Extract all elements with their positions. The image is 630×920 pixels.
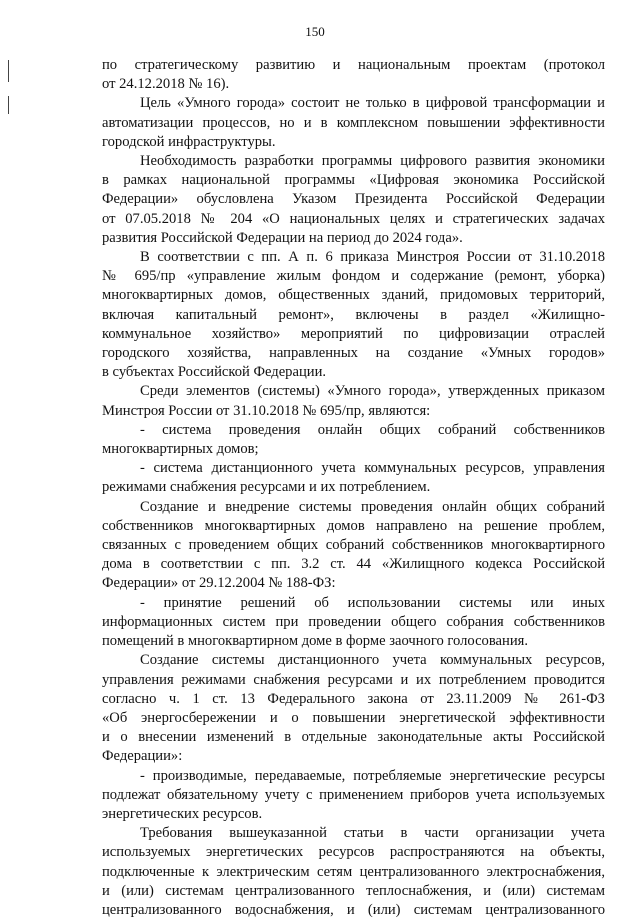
text-line: многоквартирных домов, общественных зданий, придомовых территорий, xyxy=(102,287,605,304)
text-line: Необходимость разработки программы цифрового развития экономики xyxy=(140,153,605,170)
text-line: в субъектах Российской Федерации. xyxy=(102,364,327,381)
text-line: включая капитальный ремонт», включены в раздел «Жилищно- xyxy=(102,306,605,323)
page-number: 150 xyxy=(305,24,325,39)
text-line: согласно ч. 1 ст. 13 Федерального закона от 23.11.2009 № 261-ФЗ xyxy=(102,690,605,707)
text-line: Требования вышеуказанной статьи в части организации учета xyxy=(140,825,605,842)
text-line: Цель «Умного города» состоит не только в цифровой трансформации и xyxy=(140,95,605,112)
text-line: информационных систем при проведении общего собрания собственников xyxy=(102,613,605,630)
text-line: управления режимами снабжения ресурсами и их потреблением проводится xyxy=(102,671,605,688)
text-line: Федерации» от 29.12.2004 № 188-ФЗ: xyxy=(102,575,336,592)
text-line: собственников многоквартирных домов направлено на решение проблем, xyxy=(102,517,605,534)
text-line: помещений в многоквартирном доме в форме заочного голосования. xyxy=(102,633,529,650)
text-line: используемых энергетических ресурсов распространяются на объекты, xyxy=(102,844,605,861)
scan-margin-mark xyxy=(8,60,9,82)
text-line: - система дистанционного учета коммунальных ресурсов, управления xyxy=(140,460,605,477)
text-line: Федерации» обусловлена Указом Президента Российской Федерации xyxy=(102,191,605,208)
text-line: подлежат обязательному учету с применением приборов учета используемых xyxy=(102,786,605,803)
scan-margin-mark xyxy=(8,96,9,114)
text-line: Минстроя России от 31.10.2018 № 695/пр, являются: xyxy=(102,402,431,419)
text-line: развития Российской Федерации на период до 2024 года». xyxy=(102,229,463,246)
text-line: Создание системы дистанционного учета коммунальных ресурсов, xyxy=(140,652,605,669)
text-line: - система проведения онлайн общих собраний собственников xyxy=(140,421,605,438)
text-line: - принятие решений об использовании системы или иных xyxy=(140,594,605,611)
body-text xyxy=(102,56,605,920)
text-line: режимами снабжения ресурсами и их потреблением. xyxy=(102,479,431,496)
text-line: и (или) системам централизованного теплоснабжения, и (или) системам xyxy=(102,882,605,899)
text-line: городского хозяйства, направленных на создание «Умных городов» xyxy=(102,345,605,362)
text-line: в рамках национальной программы «Цифровая экономика Российской xyxy=(102,172,605,189)
text-line: дома в соответствии с пп. 3.2 ст. 44 «Жилищного кодекса Российской xyxy=(102,556,605,573)
text-line: коммунальное хозяйство» мероприятий по цифровизации отраслей xyxy=(102,325,605,342)
text-line: от 24.12.2018 № 16). xyxy=(102,76,230,93)
text-line: по стратегическому развитию и национальным проектам (протокол xyxy=(102,57,605,73)
text-line: Федерации»: xyxy=(102,748,183,765)
text-line: от 07.05.2018 № 204 «О национальных целях и стратегических задачах xyxy=(102,210,605,227)
text-line: городской инфраструктуры. xyxy=(102,133,276,150)
text-line: «Об энергосбережении и о повышении энергетической эффективности xyxy=(102,709,605,726)
text-line: подключенные к электрическим сетям централизованного электроснабжения, xyxy=(102,863,605,880)
text-line: связанных с проведением общих собраний собственников многоквартирного xyxy=(102,537,605,554)
text-line: - производимые, передаваемые, потребляемые энергетические ресурсы xyxy=(140,767,605,784)
text-line: энергетических ресурсов. xyxy=(102,805,263,822)
text-line: Среди элементов (системы) «Умного города», утвержденных приказом xyxy=(140,383,605,400)
text-line: В соответствии с пп. А п. 6 приказа Минстроя России от 31.10.2018 xyxy=(140,249,605,266)
text-line: Создание и внедрение системы проведения онлайн общих собраний xyxy=(140,498,605,515)
text-line: автоматизации процессов, но и в комплексном повышении эффективности xyxy=(102,114,605,131)
text-line: многоквартирных домов; xyxy=(102,441,259,458)
text-line: и о внесении изменений в отдельные законодательные акты Российской xyxy=(102,729,605,746)
text-line: № 695/пр «управление жилым фондом и содержание (ремонт, уборка) xyxy=(102,268,605,285)
text-line: централизованного водоснабжения, и (или) системам централизованного xyxy=(102,901,605,918)
